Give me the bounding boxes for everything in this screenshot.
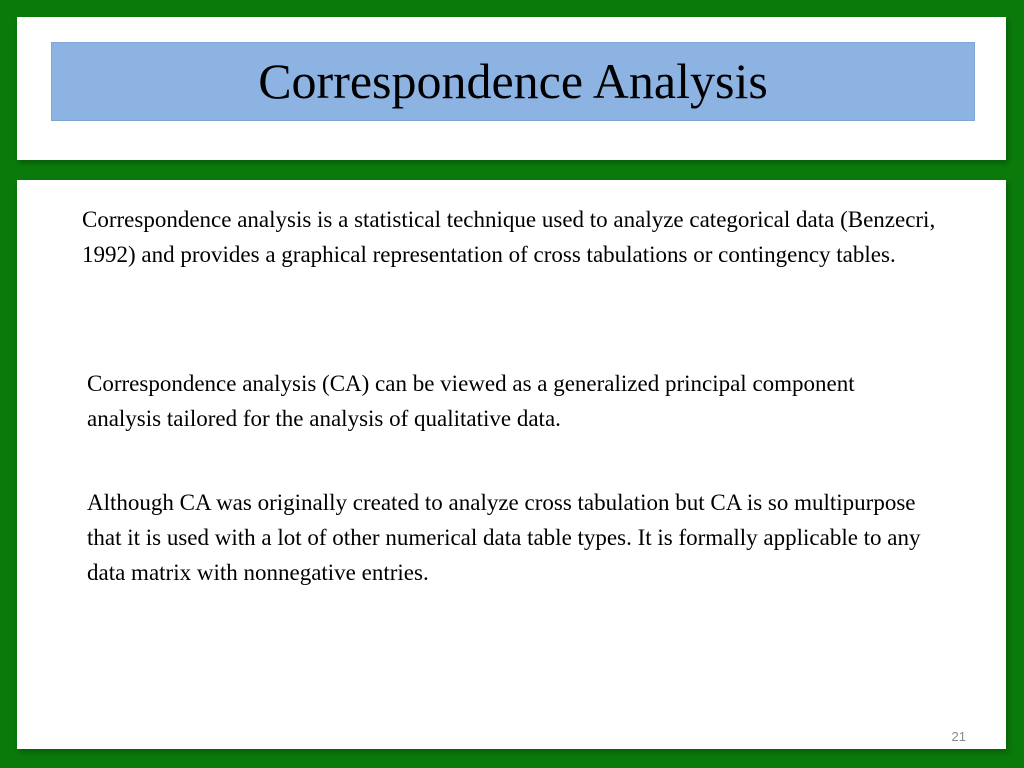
content-panel [17, 180, 1006, 749]
title-panel [17, 17, 1006, 160]
slide-title: Correspondence Analysis [258, 52, 768, 109]
title-bar [51, 42, 975, 121]
paragraph-definition: Correspondence analysis is a statistical technique used to analyze categorical data (Benzecri, 1992) and provides a graphical representation of cross tabulations or contingency tables. [82, 207, 936, 267]
slide-number: 21 [951, 729, 966, 744]
paragraph-applicability: Although CA was originally created to analyze cross tabulation but CA is so multipurpose that it is used with a lot of other numerical data table types. It is formally applicable to any data matrix with nonnegative entries. [87, 490, 921, 585]
paragraph-pca-comparison: Correspondence analysis (CA) can be viewed as a generalized principal component analysis tailored for the analysis of qualitative data. [87, 371, 855, 431]
